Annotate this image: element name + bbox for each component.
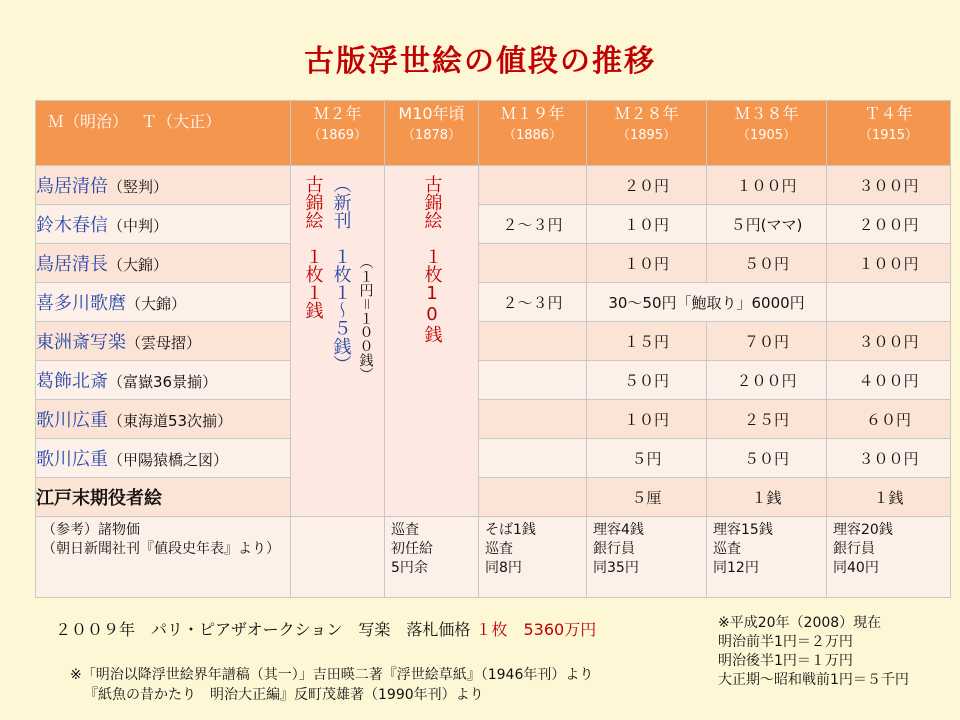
cell-m19 xyxy=(479,400,587,439)
artist-cell: 鳥居清長（大錦） xyxy=(36,244,291,283)
table-row xyxy=(36,283,951,322)
cell-m28: ２０円 xyxy=(587,166,707,205)
m2-old-price: 古錦絵 １枚１銭 xyxy=(302,175,324,319)
artist-cell: 鈴木春信（中判） xyxy=(36,205,291,244)
cell-m28: １０円 xyxy=(587,205,707,244)
cell-m19: ２〜３円 xyxy=(479,283,587,322)
table-row xyxy=(36,478,951,517)
page-title: 古版浮世絵の値段の推移 xyxy=(304,44,656,79)
cell-t4: ３００円 xyxy=(827,439,951,478)
artist-cell: 葛飾北斎（富嶽36景揃） xyxy=(36,361,291,400)
reference-m19: そば1銭 巡査 同8円 xyxy=(479,517,587,598)
source-references: ※「明治以降浮世絵界年譜稿（其一）」吉田暎二著『浮世絵草紙』（1946年刊）より 『紙魚の昔かたり 明治大正編』反町茂雄著（1990年刊）より xyxy=(70,667,594,703)
m10-merged-cell xyxy=(385,166,479,517)
reference-t4: 理容20銭 銀行員 同40円 xyxy=(827,517,951,598)
cell-m28: ５厘 xyxy=(587,478,707,517)
artist-cell: 東洲斎写楽（雲母摺） xyxy=(36,322,291,361)
table-row xyxy=(36,361,951,400)
cell-m38: ２５円 xyxy=(707,400,827,439)
artist-cell: 歌川広重（甲陽猿橋之図） xyxy=(36,439,291,478)
header-m19: Ｍ１９年 （1886） xyxy=(479,101,587,166)
cell-m38: １銭 xyxy=(707,478,827,517)
cell-m38: ５０円 xyxy=(707,439,827,478)
cell-m28: １０円 xyxy=(587,400,707,439)
header-m38: Ｍ３８年 （1905） xyxy=(707,101,827,166)
cell-t4: ６０円 xyxy=(827,400,951,439)
artist-cell: 江戸末期役者絵 xyxy=(36,478,291,517)
table-row xyxy=(36,244,951,283)
header-t4: Ｔ４年 （1915） xyxy=(827,101,951,166)
cell-m19 xyxy=(479,322,587,361)
artist-cell: 喜多川歌麿（大錦） xyxy=(36,283,291,322)
cell-t4: ４００円 xyxy=(827,361,951,400)
cell-t4: １００円 xyxy=(827,244,951,283)
header-m2: Ｍ２年 （1869） xyxy=(291,101,385,166)
table-row xyxy=(36,400,951,439)
table-row xyxy=(36,205,951,244)
cell-t4: ３００円 xyxy=(827,166,951,205)
cell-m19 xyxy=(479,361,587,400)
cell-m19 xyxy=(479,166,587,205)
cell-t4 xyxy=(827,283,951,322)
cell-m19 xyxy=(479,478,587,517)
table-header xyxy=(36,101,951,166)
artist-cell: 鳥居清倍（竪判） xyxy=(36,166,291,205)
m2-new-price: （新刊 １枚１〜５銭） xyxy=(330,175,352,373)
cell-m28-m38: 30〜50円「鮑取り」6000円 xyxy=(587,283,827,322)
table-row xyxy=(36,322,951,361)
cell-m28: ５０円 xyxy=(587,361,707,400)
reference-m28: 理容4銭 銀行員 同35円 xyxy=(587,517,707,598)
auction-note: ２００９年 パリ・ピアザオークション 写楽 落札価格 １枚 5360万円 xyxy=(55,620,597,639)
header-era: Ｍ（明治） Ｔ（大正） xyxy=(36,101,291,166)
table-row xyxy=(36,439,951,478)
price-table xyxy=(35,100,951,598)
header-m10: M10年頃 （1878） xyxy=(385,101,479,166)
cell-m28: １５円 xyxy=(587,322,707,361)
m10-price: 古錦絵 １枚10銭 xyxy=(421,175,443,343)
reference-m38: 理容15銭 巡査 同12円 xyxy=(707,517,827,598)
cell-m38: ５円(ママ) xyxy=(707,205,827,244)
cell-m38: １００円 xyxy=(707,166,827,205)
cell-m28: ５円 xyxy=(587,439,707,478)
cell-m19 xyxy=(479,439,587,478)
reference-m10: 巡査 初任給 5円余 xyxy=(385,517,479,598)
artist-cell: 歌川広重（東海道53次揃） xyxy=(36,400,291,439)
exchange-notes: ※平成20年（2008）現在 明治前半1円＝２万円 明治後半1円＝１万円 大正期〜昭和戦前1円＝５千円 xyxy=(718,615,909,688)
reference-row xyxy=(36,517,951,598)
m2-conversion: （１円＝１００銭） xyxy=(357,255,374,381)
reference-label: （参考）諸物価 （朝日新聞社刊『値段史年表』より） xyxy=(36,517,291,598)
reference-m2 xyxy=(291,517,385,598)
auction-value: １枚 5360万円 xyxy=(475,620,597,639)
cell-m38: ２００円 xyxy=(707,361,827,400)
cell-m38: ５０円 xyxy=(707,244,827,283)
cell-m28: １０円 xyxy=(587,244,707,283)
cell-t4: １銭 xyxy=(827,478,951,517)
m2-merged-cell xyxy=(291,166,385,517)
cell-m19 xyxy=(479,244,587,283)
cell-t4: ２００円 xyxy=(827,205,951,244)
header-m28: Ｍ２８年 （1895） xyxy=(587,101,707,166)
cell-m19: ２〜３円 xyxy=(479,205,587,244)
table-row xyxy=(36,166,951,205)
cell-t4: ３００円 xyxy=(827,322,951,361)
cell-m38: ７０円 xyxy=(707,322,827,361)
